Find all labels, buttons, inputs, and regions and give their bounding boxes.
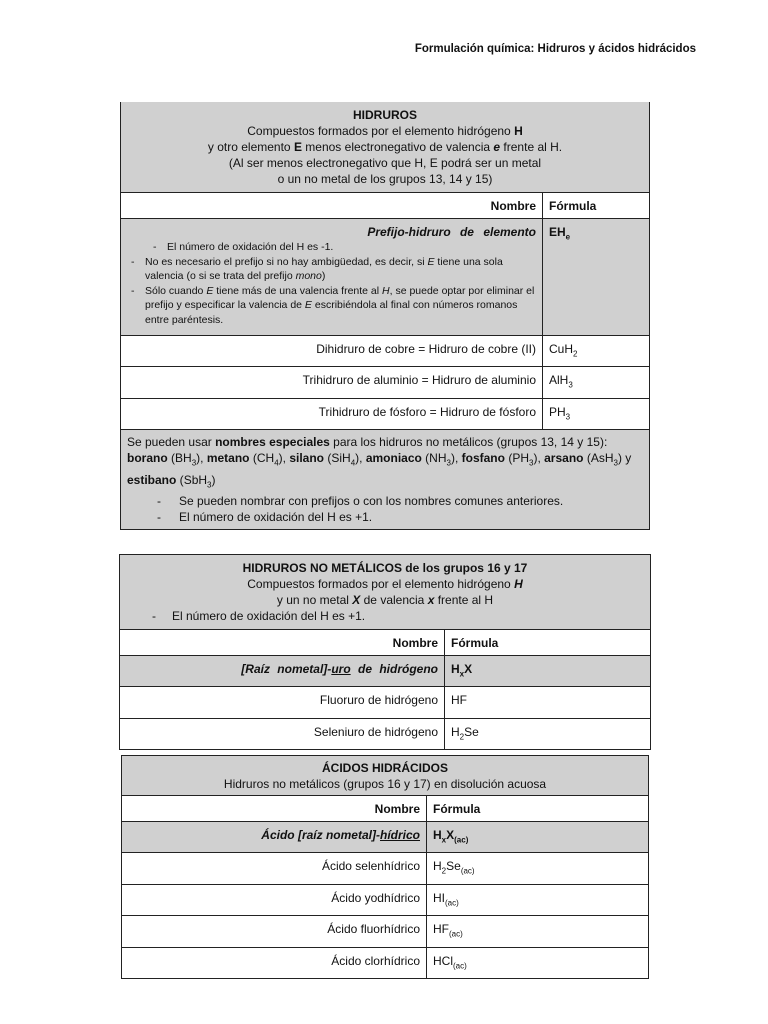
text: E [427, 255, 435, 268]
text: H [433, 859, 442, 874]
text: de valencia [360, 593, 428, 607]
table-row [120, 718, 651, 749]
no-metalicos-desc-line-1 [126, 576, 644, 592]
table-row [122, 884, 649, 915]
rule-name [122, 822, 427, 853]
compound-formula [543, 398, 650, 429]
no-metalicos-header [120, 555, 651, 630]
no-metalicos-notes [126, 608, 644, 624]
subscript: 4 [350, 458, 356, 468]
rule-cell [121, 219, 543, 336]
rule-row [122, 822, 649, 853]
hidruros-header [121, 102, 650, 193]
column-header-row [120, 630, 651, 656]
text: ) [321, 270, 326, 282]
special-names [121, 430, 650, 530]
text: tiene una sola valencia (o si se trata del prefijo [145, 255, 503, 282]
text: arsano [544, 451, 584, 466]
acidos-header-row [122, 756, 649, 796]
special-item: silano (SiH$_4$), [289, 451, 366, 468]
no-metalicos-header-row [120, 555, 651, 630]
text: No es necesario el prefijo si no hay ambigüedad, es decir, si [145, 255, 428, 268]
note-3 [127, 284, 536, 328]
rule-row [120, 656, 651, 687]
compound-name: Fluoruro de hidrógeno [120, 687, 445, 718]
rule-formula [427, 822, 649, 853]
hidruros-table [120, 102, 650, 530]
text: para los hidruros no metálicos (grupos 13, 14 y 15): [329, 435, 608, 450]
text: Se [446, 859, 461, 874]
symbol-h: H [514, 577, 523, 591]
rule-name [120, 656, 445, 687]
compound-formula [543, 336, 650, 367]
special-notes [127, 493, 643, 525]
text: menos electronegativo de valencia [301, 140, 494, 154]
special-item: borano $(BH_3)$, [127, 451, 207, 468]
col-name-header: Nombre [122, 796, 427, 822]
col-formula-header: Fórmula [445, 630, 651, 656]
hidruros-desc-line-1 [127, 123, 643, 139]
text: X [464, 662, 473, 676]
col-name-header: Nombre [121, 193, 543, 219]
no-metalicos-table [119, 554, 651, 750]
special-note-1: - Se pueden nombrar con prefijos o con los nombres comunes anteriores. [127, 493, 643, 509]
compound-formula [543, 367, 650, 398]
col-formula-header: Fórmula [427, 796, 649, 822]
text: tiene más de una valencia frente al [213, 284, 383, 297]
special-note-2: - El número de oxidación del H es +1. [127, 509, 643, 525]
text: y un no metal [276, 593, 353, 607]
rule-notes [127, 240, 536, 327]
compound-formula [445, 687, 651, 718]
text: Se [464, 724, 479, 739]
text: , [282, 451, 290, 466]
text: Se pueden usar [127, 435, 216, 450]
note-1: - El número de oxidación del H es -1. [127, 240, 536, 255]
hidruros-desc-line-4: o un no metal de los grupos 13, 14 y 15) [277, 172, 493, 186]
valence-x: x [427, 593, 435, 607]
subscript: 2 [573, 349, 578, 359]
table-row [122, 853, 649, 884]
text: X [446, 828, 455, 842]
text: EH [549, 225, 566, 239]
text: [Raíz nometal]- [241, 662, 332, 676]
symbol-e: E [293, 140, 302, 154]
aqueous-subscript: (ac) [445, 898, 459, 908]
text: y [625, 451, 632, 466]
text: , se puede optar por eliminar el prefijo y especificar la valencia de [145, 284, 535, 311]
no-metalicos-title: HIDRUROS NO METÁLICOS de los grupos 16 y 17 [242, 561, 528, 575]
hidruros-title: HIDRUROS [353, 108, 418, 122]
text: HF [433, 922, 449, 937]
rule-formula [543, 219, 650, 336]
text: AlH [549, 373, 569, 388]
text: , [200, 451, 207, 466]
special-item: estibano (SbH$_3$) [127, 472, 216, 489]
valence-e: e [493, 140, 501, 154]
text: de hidrógeno [350, 662, 438, 676]
table-row [122, 947, 649, 978]
text: H [451, 724, 460, 739]
text: Sólo cuando [145, 284, 207, 297]
text: H [451, 662, 460, 676]
hidruros-desc-line-3: (Al ser menos electronegativo que H, E podrá ser un metal [228, 156, 542, 170]
special-intro [127, 434, 643, 450]
subscript: 2 [459, 732, 465, 742]
table-row [121, 336, 650, 367]
table-row [121, 398, 650, 429]
compound-name: Ácido fluorhídrico [122, 916, 427, 947]
no-metalicos-desc-line-2 [126, 592, 644, 608]
aqueous-subscript: (ac) [454, 835, 469, 845]
page-header: Formulación química: Hidruros y ácidos hidrácidos [414, 43, 696, 55]
compound-formula [427, 916, 649, 947]
compound-name: Dihidruro de cobre = Hidruro de cobre (II) [121, 336, 543, 367]
subscript: 2 [441, 866, 447, 876]
compound-name: Trihidruro de fósforo = Hidruro de fósforo [121, 398, 543, 429]
text: metano [206, 451, 250, 466]
subscript: 3 [446, 458, 451, 468]
special-names-row [121, 430, 650, 530]
subscript: 3 [207, 479, 212, 489]
special-item: amoniaco $(NH_3)$, [365, 451, 462, 468]
column-header-row [121, 193, 650, 219]
text: mono [295, 270, 322, 282]
aqueous-subscript: (ac) [460, 866, 475, 876]
text: BH [175, 451, 192, 466]
column-header-row [122, 796, 649, 822]
text: , [359, 451, 366, 466]
special-item: fosfano $(PH_3)$, [461, 451, 545, 468]
text: frente al H. [500, 140, 563, 154]
acidos-header [122, 756, 649, 796]
rule-name: Prefijo-hidruro de elemento [367, 225, 536, 239]
hidruros-desc-line-2 [127, 139, 643, 155]
compound-name: Ácido yodhídrico [122, 884, 427, 915]
subscript: e [565, 232, 571, 242]
text: HCl [433, 953, 453, 968]
col-formula-header: Fórmula [543, 193, 650, 219]
text: PH [549, 404, 566, 419]
special-list [127, 450, 643, 493]
subscript: x [441, 835, 447, 845]
text: CuH [549, 342, 574, 356]
text: H [433, 828, 442, 842]
col-name-header: Nombre [120, 630, 445, 656]
text: NH [429, 451, 447, 466]
text: hídrico [379, 828, 420, 842]
text: fosfano [461, 451, 505, 466]
subscript: 3 [565, 412, 571, 422]
text: SiH [331, 451, 351, 466]
text: HI [433, 890, 445, 905]
note-2 [127, 255, 536, 284]
text: nombres especiales [215, 435, 330, 450]
compound-name: Ácido clorhídrico [122, 947, 427, 978]
subscript: x [459, 669, 465, 679]
text: H [382, 284, 390, 297]
subscript: 3 [191, 458, 197, 468]
subscript: 4 [274, 458, 279, 468]
compound-name: Trihidruro de aluminio = Hidruro de aluminio [121, 367, 543, 398]
subscript: 3 [613, 458, 618, 468]
text: silano [289, 451, 324, 466]
text: Ácido [raíz nometal]- [261, 828, 380, 842]
text: , [537, 451, 545, 466]
text: borano [127, 451, 168, 466]
text: E [206, 284, 214, 297]
compound-formula [427, 853, 649, 884]
special-item: arsano (AsH$_3$) [544, 451, 625, 465]
compound-formula [427, 947, 649, 978]
table-row [120, 687, 651, 718]
text: AsH [590, 451, 614, 466]
text: E [304, 299, 312, 311]
text: frente al H [434, 593, 494, 607]
text: SbH [183, 472, 208, 487]
symbol-h: H [514, 124, 523, 138]
text: , [454, 451, 462, 466]
symbol-x: X [352, 593, 361, 607]
compound-name: Seleniuro de hidrógeno [120, 718, 445, 749]
table-row [122, 916, 649, 947]
aqueous-subscript: (ac) [449, 929, 463, 939]
text: estibano [127, 472, 177, 487]
text: y otro elemento [207, 140, 294, 154]
acidos-desc: Hidruros no metálicos (grupos 16 y 17) en disolución acuosa [223, 777, 547, 791]
text: uro [331, 662, 351, 676]
no-metalicos-note: - El número de oxidación del H es +1. [126, 608, 644, 624]
table-row [121, 367, 650, 398]
text: escribiéndola al final con números romanos entre paréntesis. [145, 299, 518, 326]
acidos-title: ÁCIDOS HIDRÁCIDOS [322, 761, 449, 775]
subscript: 3 [568, 380, 573, 390]
compound-formula [445, 718, 651, 749]
text: CH [256, 451, 275, 466]
text: Compuestos formados por el elemento hidrógeno [247, 124, 515, 138]
compound-formula [427, 884, 649, 915]
aqueous-subscript: (ac) [453, 960, 467, 970]
compound-name: Ácido selenhídrico [122, 853, 427, 884]
hidruros-header-row [121, 102, 650, 193]
acidos-table [121, 755, 649, 979]
subscript: 3 [529, 458, 534, 468]
special-item: metano $(CH_4)$, [206, 451, 290, 468]
text: amoniaco [365, 451, 422, 466]
rule-row [121, 219, 650, 336]
rule-formula [445, 656, 651, 687]
text: Compuestos formados por el elemento hidrógeno [247, 577, 515, 591]
text: HF [451, 693, 467, 708]
text: PH [512, 451, 529, 466]
